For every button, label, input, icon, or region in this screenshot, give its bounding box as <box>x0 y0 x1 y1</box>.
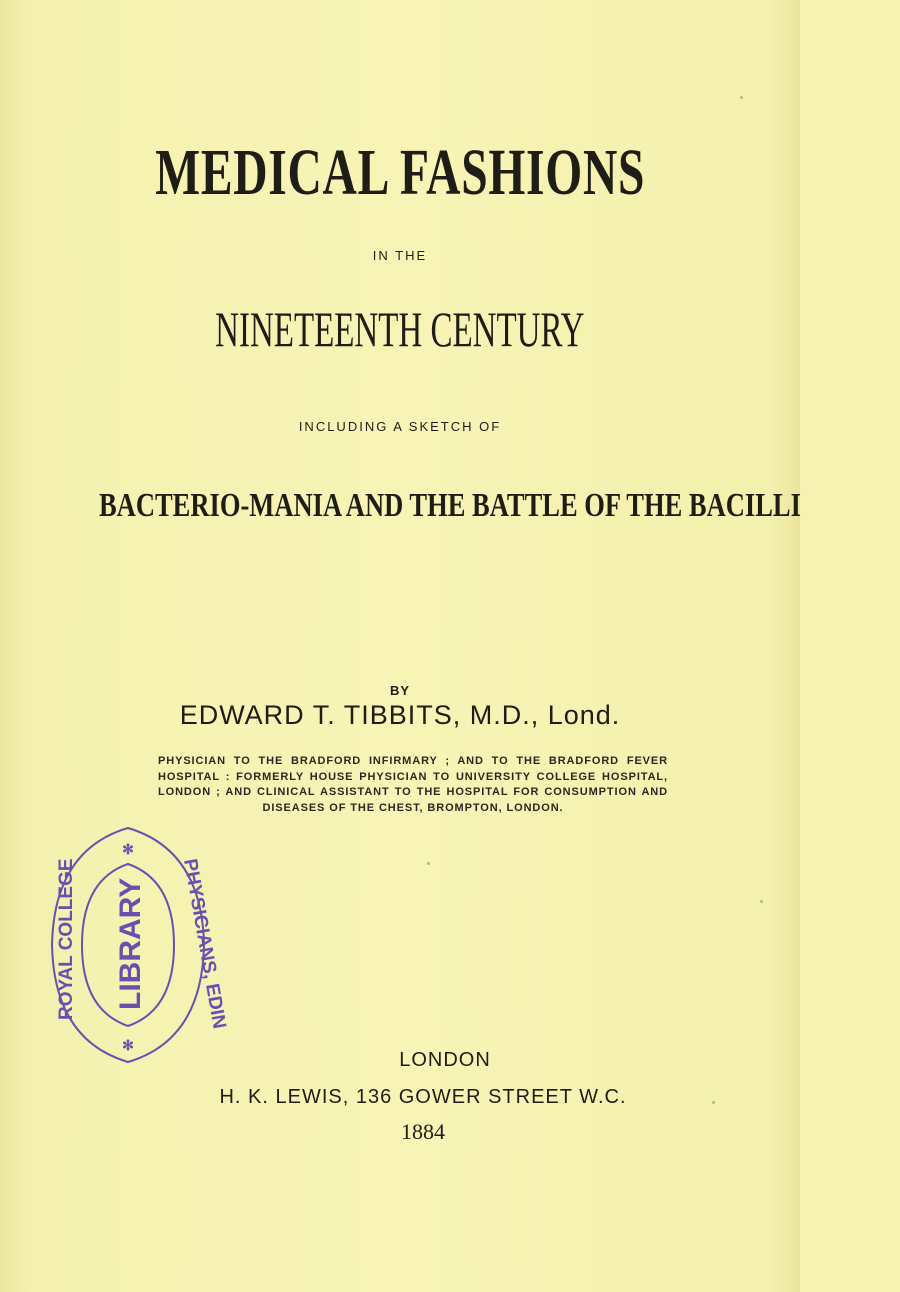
publication-place: LONDON <box>399 1049 491 1071</box>
library-stamp <box>42 820 230 1070</box>
book-title: MEDICAL FASHIONS <box>155 136 645 209</box>
by-label: BY <box>389 683 411 698</box>
connector-in-the: IN THE <box>372 248 428 263</box>
stamp-inner-text: LIBRARY <box>114 877 147 1010</box>
paper-speck <box>760 900 763 903</box>
paper-speck <box>427 862 430 865</box>
paper-speck <box>712 1101 715 1104</box>
svg-text:✻: ✻ <box>122 1037 134 1053</box>
publisher-address: H. K. LEWIS, 136 GOWER STREET W.C. <box>219 1086 627 1108</box>
svg-text:✻: ✻ <box>122 841 134 857</box>
svg-text:ROYAL COLLEGE: ROYAL COLLEGE <box>56 858 77 1020</box>
author-name: EDWARD T. TIBBITS, M.D., Lond. <box>179 700 621 730</box>
publication-year: 1884 <box>401 1119 445 1144</box>
book-subtitle: NINETEENTH CENTURY <box>215 301 585 357</box>
svg-text:PHYSICIANS, EDIN: PHYSICIANS, EDIN <box>179 857 230 1031</box>
author-credentials: PHYSICIAN TO THE BRADFORD INFIRMARY ; AND TO THE BRADFORD FEVER HOSPITAL : FORMERLY HOUSE PHYSICIAN TO UNIVERSITY COLLEGE HOSPITAL, LONDON ; AND CLINICAL ASSISTANT TO THE HOSPITAL FOR CONSUMPTION AND DISEASES OF THE CHEST, BROMPTON, LONDON. <box>158 755 668 814</box>
paper-speck <box>740 96 743 99</box>
book-subject: BACTERIO-MANIA AND THE BATTLE OF THE BACILLI <box>98 487 801 524</box>
connector-including: INCLUDING A SKETCH OF <box>298 419 502 434</box>
